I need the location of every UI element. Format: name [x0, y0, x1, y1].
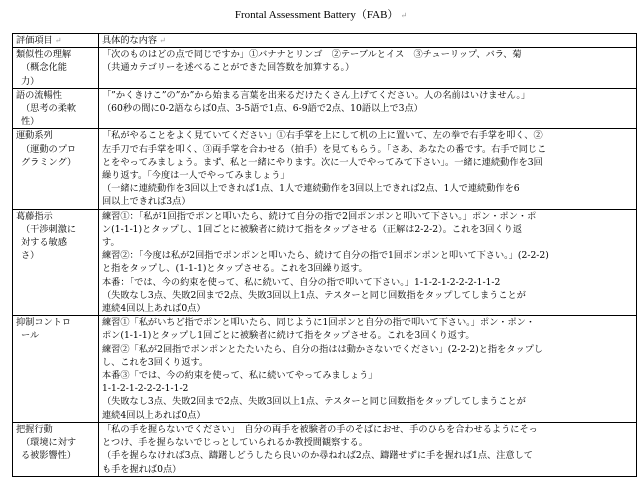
item-cell[interactable]	[13, 129, 99, 209]
item-line: （干渉刺激に	[21, 223, 77, 235]
content-line: し、これを3回くり返す。	[102, 356, 209, 368]
paragraph-mark-icon: ↵	[400, 11, 408, 20]
content-line: 「次のものはどの点で同じですか」①バナナとリンゴ ②テーブルとイス ③チューリップ、バラ、菊	[102, 49, 522, 61]
item-cell[interactable]	[13, 316, 99, 423]
content-line: とをやってみましょう。まず、私と一緒にやります。次に一人でやってみて下さい」。一緒に連続動作を3回	[102, 156, 543, 168]
content-line: 「私の手を握らないでください」 自分の両手を被験者の手のそばにおせ、手のひらを合わせるようにそっ	[102, 423, 538, 435]
content-line: 練習①「私がいちど指でポンと叩いたら、同じように1回ポンと自分の指で叩いて下さい。」ポン・ポン・	[102, 317, 536, 329]
content-line: 繰り返す。「今度は一人でやってみましょう」	[102, 170, 290, 182]
item-cell[interactable]	[13, 422, 99, 476]
item-line: ール	[21, 330, 40, 342]
content-line: と指をタップし、(1-1-1)とタップさせる。これを3回繰り返す。	[102, 263, 368, 275]
item-line: 性）	[21, 116, 40, 128]
content-cell[interactable]	[99, 129, 637, 209]
header-content-label: 具体的な内容	[102, 35, 158, 46]
item-line: 語の流暢性	[16, 89, 62, 101]
item-line: 類似性の理解	[16, 49, 72, 61]
header-item-label: 評価項目	[16, 35, 53, 46]
header-content-cell[interactable]	[99, 34, 637, 48]
cell-mark-icon: ↵	[54, 36, 62, 45]
table-row	[13, 88, 637, 129]
item-line: 力）	[21, 75, 40, 87]
content-cell[interactable]	[99, 88, 637, 129]
item-line: さ）	[21, 250, 40, 262]
item-line: （環境に対す	[21, 437, 77, 449]
content-cell[interactable]	[99, 48, 637, 89]
table-header-row	[13, 34, 637, 48]
content-line: 連続4回以上あれば0点）	[102, 409, 206, 421]
content-line: ン(1-1-1)とタップし、1回ごとに被験者に続けて指をタップさせる（正解は2-2-2）。これを3回くり返	[102, 223, 523, 235]
document-title	[0, 6, 642, 22]
item-line: 把握行動	[16, 423, 53, 435]
content-line: す。	[102, 237, 120, 249]
content-line: （共通カテゴリーを述べることができた回答数を加算する。）	[102, 62, 355, 74]
content-line: 「私がやることをよく見ていてください」①右手掌を上にして机の上に置いて、左の拳で右手掌を叩く、②	[102, 130, 543, 142]
content-line: 「”かくきけこ”の”か”から始まる言葉を出来るだけたくさん上げてください。人の名前はいけません。」	[102, 89, 531, 101]
content-cell[interactable]	[99, 316, 637, 423]
table-row	[13, 422, 637, 476]
content-line: 回以上できれば3点）	[102, 196, 191, 208]
content-line: ポン(1-1-1)とタップし1回ごとに被験者に続けて指をタップさせる。これを3回くり返す。	[102, 330, 475, 342]
item-line: 対する敏感	[21, 237, 67, 249]
header-item-cell[interactable]	[13, 34, 99, 48]
item-line: 運動系列	[16, 130, 53, 142]
content-line: 左手刀で右手掌を叩く、③両手掌を合わせる（拍手）を見てもらう。「さあ、あなたの番です。右手で同じこ	[102, 143, 547, 155]
content-line: 本番：「では、今の約束を使って、私に続いて、自分の指で叩いて下さい。」1-1-2-1-2-2-2-1-1-2	[102, 276, 501, 288]
item-line: （概念化能	[21, 62, 67, 74]
content-line: （手を握らなければ3点、躊躇しどうしたら良いのか尋ねれば2点、躊躇せずに手を握れば1点、注意して	[102, 450, 533, 462]
table-row	[13, 48, 637, 89]
content-line: 連続4回以上あれば0点）	[102, 303, 206, 315]
content-line: も手を握れば0点）	[102, 463, 182, 475]
table-row	[13, 316, 637, 423]
item-cell[interactable]	[13, 209, 99, 316]
content-line: 練習②：「今度は私が2回指でポンポンと叩いたら、続けて自分の指で1回ポンポンと叩いて下さい。」(2-2-2)	[102, 250, 549, 262]
content-cell[interactable]	[99, 209, 637, 316]
content-line: とつけ、手を握らないでじっとしていられるか教授間観察する。	[102, 437, 368, 449]
item-line: 抑制コントロ	[16, 317, 72, 329]
item-line: （思考の柔軟	[21, 103, 77, 115]
content-line: （失敗なし3点、失敗2回まで2点、失敗3回以上1点、テスターと同じ回数指をタップしてしまうことが	[102, 289, 526, 301]
item-line: 葛藤指示	[16, 210, 53, 222]
item-line: グラミング）	[21, 156, 77, 168]
content-line: （60秒の間に0-2語ならば0点、3-5語で1点、6-9語で2点、10語以上で3点）	[102, 103, 423, 115]
content-cell[interactable]	[99, 422, 637, 476]
cell-mark-icon: ↵	[159, 36, 166, 45]
title-text: Frontal Assessment Battery（FAB）	[234, 9, 399, 21]
table-row	[13, 129, 637, 209]
item-cell[interactable]	[13, 48, 99, 89]
content-line: （失敗なし3点、失敗2回まで2点、失敗3回以上1点、テスターと同じ回数指をタップしてしまうことが	[102, 396, 526, 408]
content-line: 練習①：「私が1回指でポンと叩いたら、続けて自分の指で2回ポンポンと叩いて下さい。」ポン・ポン・ポ	[102, 210, 537, 222]
item-line: る被影響性）	[21, 450, 77, 462]
table-row	[13, 209, 637, 316]
item-line: （運動のプロ	[21, 143, 77, 155]
content-line: 1-1-2-1-2-2-2-1-1-2	[102, 383, 189, 395]
item-cell[interactable]	[13, 88, 99, 129]
content-line: 練習②「私が2回指でポンポンとたたいたら、自分の指はは動かさないでください」(2-2-2)と指をタップし	[102, 343, 544, 355]
content-line: （一緒に連続動作を3回以上できれば1点、1人で連続動作を3回以上できれば2点、1人で連続動作を6	[102, 183, 520, 195]
fab-table	[12, 33, 637, 477]
content-line: 本番③「では、今の約束を使って、私に続いてやってみましょう」	[102, 370, 378, 382]
